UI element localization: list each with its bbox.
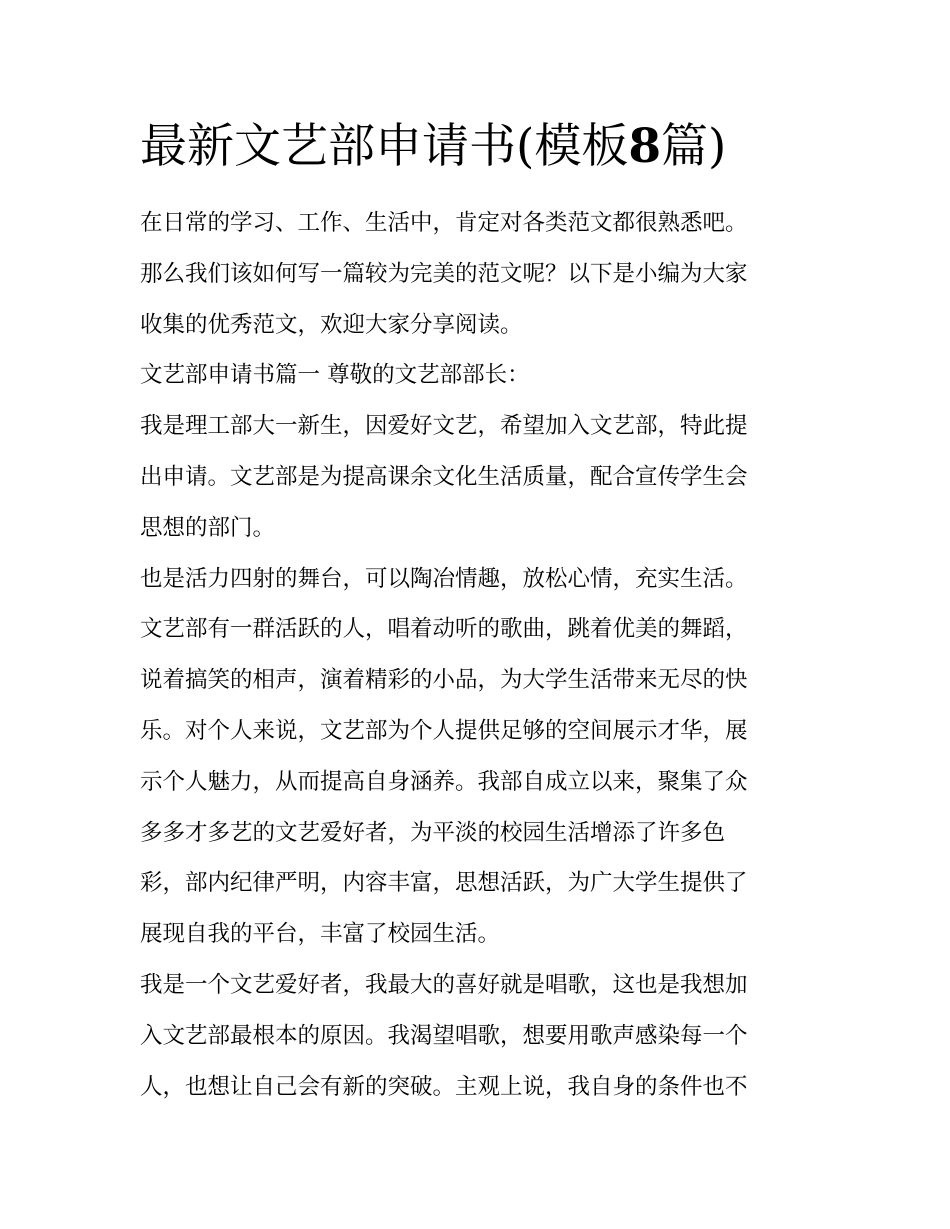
text-line: 彩，部内纪律严明，内容丰富，思想活跃，为广大学生提供了 (140, 870, 748, 897)
document-title (140, 116, 840, 178)
text-line: 示个人魅力，从而提高自身涵养。我部自成立以来，聚集了众 (140, 768, 748, 795)
text-line: 乐。对个人来说，文艺部为个人提供足够的空间展示才华，展 (140, 717, 748, 744)
text-line: 也是活力四射的舞台，可以陶冶情趣，放松心情，充实生活。 (140, 565, 748, 592)
text-line: 文艺部有一群活跃的人，唱着动听的歌曲，跳着优美的舞蹈， (140, 616, 748, 643)
text-line: 入文艺部最根本的原因。我渴望唱歌，想要用歌声感染每一个 (140, 1022, 748, 1049)
text-line: 收集的优秀范文，欢迎大家分享阅读。 (140, 311, 523, 338)
text-line: 那么我们该如何写一篇较为完美的范文呢？以下是小编为大家 (140, 260, 748, 287)
section-heading-line: 文艺部申请书篇一 尊敬的文艺部部长： (140, 362, 530, 389)
text-line: 思想的部门。 (140, 514, 276, 541)
text-line: 人，也想让自己会有新的突破。主观上说，我自身的条件也不 (140, 1073, 748, 1100)
text-line: 我是理工部大一新生，因爱好文艺，希望加入文艺部，特此提 (140, 413, 748, 440)
text-line: 多多才多艺的文艺爱好者，为平淡的校园生活增添了许多色 (140, 819, 726, 846)
title-text-end: 篇) (661, 119, 727, 174)
text-line: 在日常的学习、工作、生活中，肯定对各类范文都很熟悉吧。 (140, 210, 748, 236)
text-line: 我是一个文艺爱好者，我最大的喜好就是唱歌，这也是我想加 (140, 971, 748, 998)
text-line: 出申请。文艺部是为提高课余文化生活质量，配合宣传学生会 (140, 463, 748, 490)
document-body (140, 198, 820, 1112)
text-line: 展现自我的平台，丰富了校园生活。 (140, 921, 501, 948)
text-line: 说着搞笑的相声，演着精彩的小品，为大学生活带来无尽的快 (140, 667, 748, 694)
title-number: 8 (628, 119, 662, 174)
title-text: 最新文艺部申请书(模板 (140, 119, 629, 174)
